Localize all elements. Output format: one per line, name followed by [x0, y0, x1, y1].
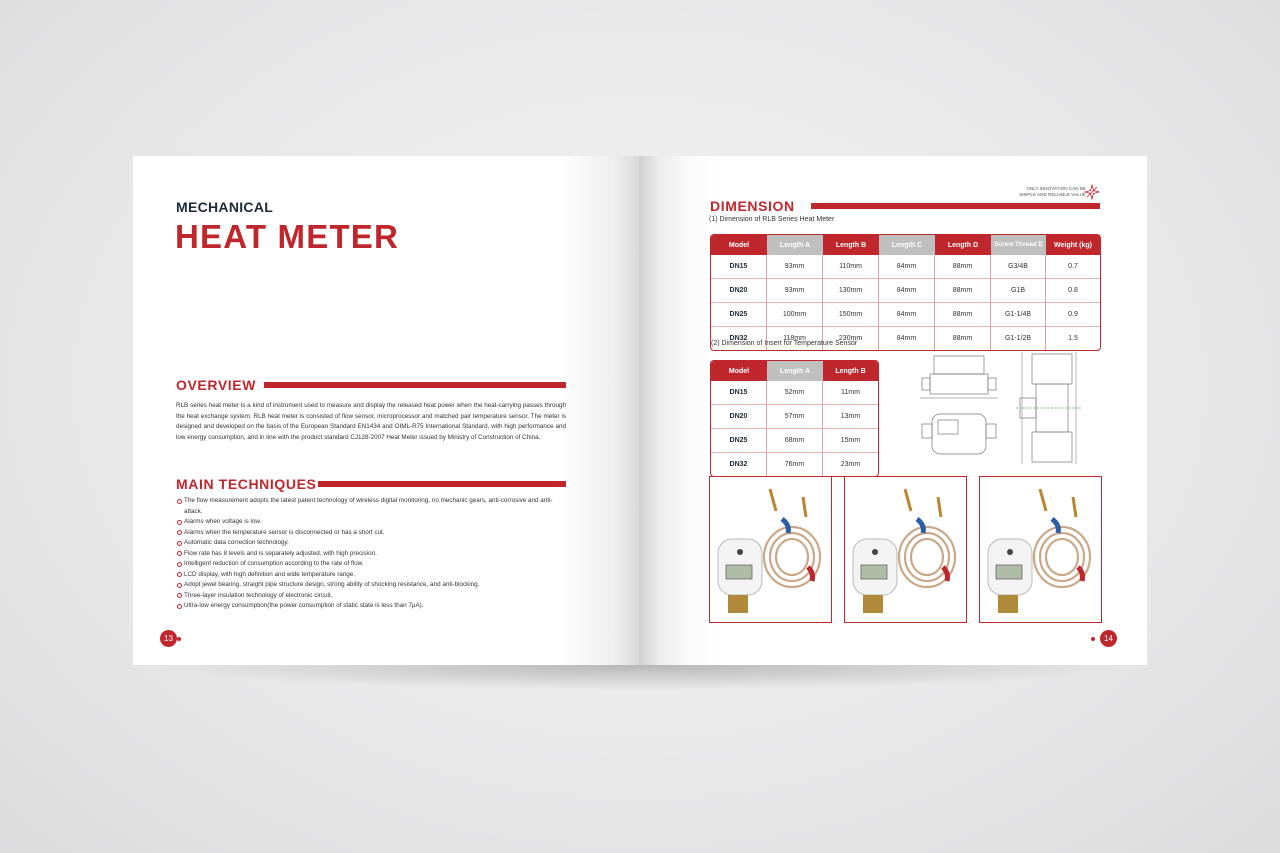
list-item: Three-layer insulation technology of electronic circuit. [177, 591, 566, 602]
list-item: Intelligent reduction of consumption according to the rate of flow. [177, 559, 566, 570]
list-item: The flow measurement adopts the latest patent technology of wireless digital monitoring, no mechanic gears, anti-corrosive and anti-attack. [177, 496, 566, 517]
heat-meter-image [845, 477, 966, 622]
table-cell: 84mm [879, 279, 935, 303]
list-item: Alarms when voltage is low. [177, 517, 566, 528]
col-header: Length A [767, 235, 823, 255]
page-subtitle: MECHANICAL [176, 199, 274, 215]
table-cell: 93mm [767, 255, 823, 279]
table-cell: 57mm [767, 405, 823, 429]
list-item: Adopt jewel bearing, straight pipe structure design, strong ability of shocking resistance, and anti-blocking. [177, 580, 566, 591]
col-header: Model [711, 361, 767, 381]
col-header: Screw Thread E [991, 235, 1046, 255]
table-row [711, 279, 1100, 303]
table-cell: 23mm [840, 461, 861, 468]
col-header: Model [711, 235, 767, 255]
table-cell: G3/4B [991, 255, 1046, 279]
col-header: Length B [823, 235, 879, 255]
table-row [711, 429, 878, 453]
col-header: Length B [823, 361, 878, 381]
slogan [994, 186, 1086, 198]
slogan-line: SIMPLE AND RELIABLE VALUE [1019, 192, 1086, 197]
table-cell: DN20 [711, 279, 767, 303]
left-page [133, 156, 639, 665]
right-page [639, 156, 1147, 665]
table-cell: 84mm [879, 303, 935, 327]
table2-caption: (2) Dimension of Insert for Temperature Sensor [711, 340, 858, 347]
product-photo-3 [979, 476, 1102, 623]
table-cell: 88mm [935, 255, 991, 279]
table-cell: DN25 [711, 303, 767, 327]
heat-meter-image [710, 477, 831, 622]
table-row [711, 381, 878, 405]
table-cell: 0.7 [1046, 255, 1100, 279]
table-cell: DN15 [711, 381, 767, 405]
product-photo-1 [709, 476, 832, 623]
table-cell: DN32 [711, 453, 767, 476]
insert-table [710, 360, 879, 477]
page-number-left: 13 [160, 630, 177, 647]
table-cell: 130mm [823, 279, 879, 303]
table-cell: 88mm [935, 279, 991, 303]
table-cell: 13mm [823, 405, 878, 429]
product-photo-2 [844, 476, 967, 623]
table-cell: G1B [991, 279, 1046, 303]
table-cell: DN25 [711, 429, 767, 453]
techniques-heading: MAIN TECHNIQUES [176, 476, 317, 492]
list-item: Automatic data correction technology. [177, 538, 566, 549]
heat-meter-image [980, 477, 1101, 622]
techniques-list [177, 496, 566, 612]
table-cell: 15mm [823, 429, 878, 453]
table-row [711, 255, 1100, 279]
col-header: Length A [767, 361, 823, 381]
table-row [711, 405, 878, 429]
meter-front-drawing [1014, 346, 1084, 471]
table-cell: 88mm [935, 327, 991, 350]
table-cell: 0.9 [1046, 303, 1100, 327]
col-header: Length D [935, 235, 991, 255]
table-cell: 84mm [879, 327, 935, 350]
table-cell: 0.8 [1046, 279, 1100, 303]
list-item: Ultra-low energy consumption(the power consumption of static state is less than 7μA). [177, 601, 566, 612]
techniques-rule [318, 481, 566, 487]
table-cell: G1-1/2B [991, 327, 1046, 350]
table-cell: 76mm [767, 453, 823, 476]
overview-text: RLB series heat meter is a kind of instrument used to measure and display the released heat power when the heat-carrying passes through the heat exchange system. RLB heat meter is consisted of flow sensor, microprocessor and matched pair temperature sensor. The meter is designed and developed on the basis of the European Standard EN1434 and OIML-R75 International Standard, with high performance and low energy consumption, and in line with the product standard CJ128-2007 Heat Meter issued by Ministry of Construction of China. [176, 402, 566, 441]
table-cell: DN20 [711, 405, 767, 429]
overview-rule [264, 382, 566, 388]
dimension-table [710, 234, 1101, 351]
table-cell: 118mm [767, 327, 823, 350]
table1-caption: (1) Dimension of RLB Series Heat Meter [709, 216, 835, 223]
table-row [711, 303, 1100, 327]
list-item: Alarms when the temperature sensor is disconnected or has a short cut. [177, 528, 566, 539]
table-cell: 68mm [767, 429, 823, 453]
table-cell: 150mm [823, 303, 879, 327]
table-cell: DN15 [711, 255, 767, 279]
page-number-dot [1091, 637, 1095, 641]
dimension-heading: DIMENSION [710, 198, 795, 214]
page-title: HEAT METER [175, 218, 400, 255]
list-item: Flow rate has 8 levels and is separately adjusted, with high precision. [177, 549, 566, 560]
col-header: Weight (kg) [1046, 235, 1100, 255]
table-cell: 84mm [879, 255, 935, 279]
table-cell: 110mm [823, 255, 879, 279]
meter-side-drawing [914, 346, 1004, 466]
table-cell: G1-1/4B [991, 303, 1046, 327]
table-cell: 52mm [767, 381, 823, 405]
page-number-right: 14 [1100, 630, 1117, 647]
star-logo-icon [1084, 184, 1100, 200]
overview-heading: OVERVIEW [176, 377, 257, 393]
list-item: LCD display, with high definition and wide temperature range. [177, 570, 566, 581]
table-cell: 11mm [823, 381, 878, 405]
page-number-dot [177, 637, 181, 641]
table-cell: 100mm [767, 303, 823, 327]
slogan-line: ONLY INNOVATION CAN BE [1026, 186, 1086, 191]
table-cell: 230mm [823, 327, 879, 350]
table-cell: 93mm [767, 279, 823, 303]
table-cell: DN32 [711, 327, 767, 350]
table-cell: 88mm [935, 303, 991, 327]
dimension-rule [811, 203, 1100, 209]
table-row [711, 453, 878, 476]
table-cell: 1.5 [1068, 335, 1078, 342]
col-header: Length C [879, 235, 935, 255]
